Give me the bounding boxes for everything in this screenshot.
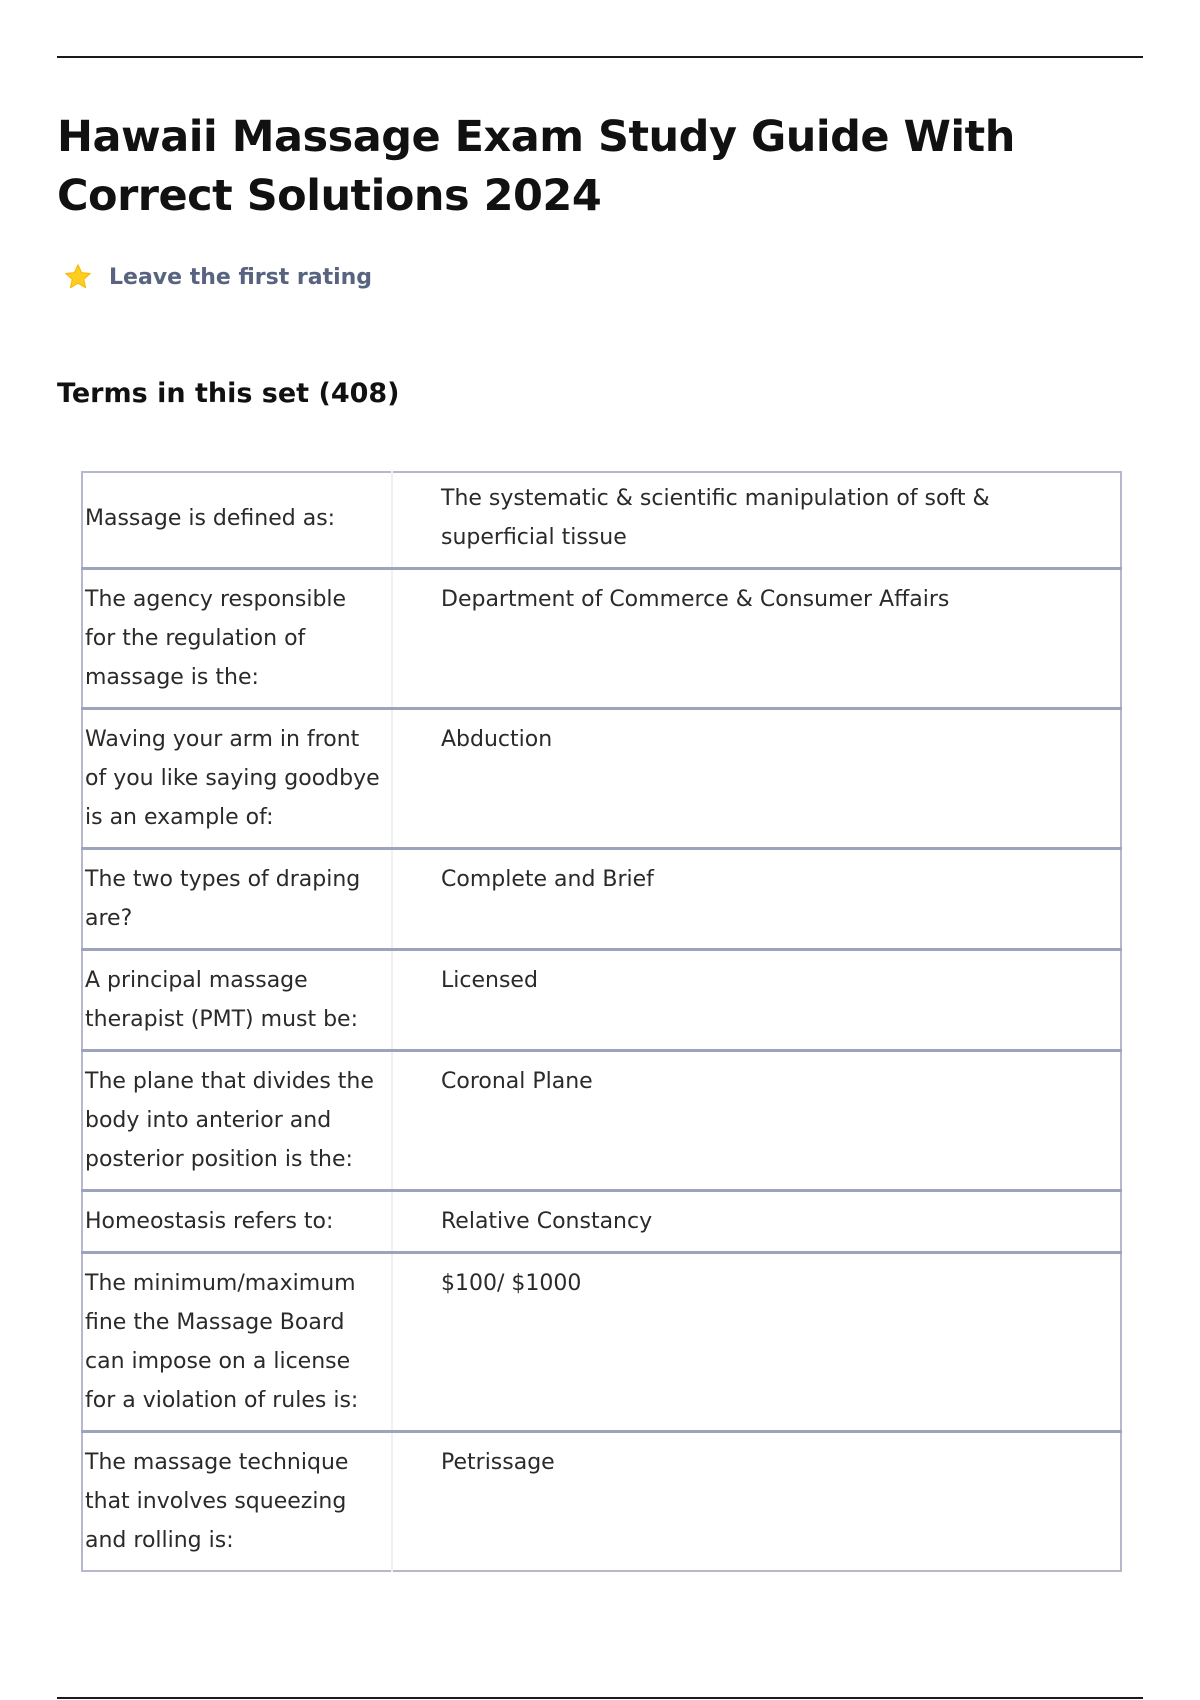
term-row: [82, 709, 1121, 849]
term-row: [82, 569, 1121, 709]
definition-text: Department of Commerce & Consumer Affairs: [392, 569, 1121, 709]
definition-text: Petrissage: [392, 1432, 1121, 1572]
term-text: Homeostasis refers to:: [82, 1191, 392, 1253]
bottom-divider: [57, 1697, 1143, 1699]
terms-table: [81, 471, 1122, 1572]
definition-text: The systematic & scientific manipulation of soft & superficial tissue: [392, 472, 1121, 569]
term-text: Massage is defined as:: [82, 472, 392, 569]
rating-prompt[interactable]: [63, 260, 372, 294]
definition-text: $100/ $1000: [392, 1253, 1121, 1432]
term-row: [82, 1432, 1121, 1572]
term-row: [82, 1051, 1121, 1191]
star-icon: [63, 262, 93, 292]
term-row: [82, 950, 1121, 1051]
page-title: Hawaii Massage Exam Study Guide With Correct Solutions 2024: [57, 112, 1015, 221]
definition-text: Relative Constancy: [392, 1191, 1121, 1253]
term-text: The minimum/maximum fine the Massage Board can impose on a license for a violation of rules is:: [82, 1253, 392, 1432]
definition-text: Licensed: [392, 950, 1121, 1051]
terms-count-heading: Terms in this set (408): [57, 378, 400, 409]
top-divider: [57, 56, 1143, 58]
term-text: A principal massage therapist (PMT) must be:: [82, 950, 392, 1051]
term-text: Waving your arm in front of you like saying goodbye is an example of:: [82, 709, 392, 849]
definition-text: Complete and Brief: [392, 849, 1121, 950]
term-text: The agency responsible for the regulation of massage is the:: [82, 569, 392, 709]
term-text: The massage technique that involves squeezing and rolling is:: [82, 1432, 392, 1572]
term-row: [82, 472, 1121, 569]
term-row: [82, 1191, 1121, 1253]
term-text: The two types of draping are?: [82, 849, 392, 950]
definition-text: Abduction: [392, 709, 1121, 849]
term-row: [82, 849, 1121, 950]
rating-label[interactable]: Leave the first rating: [109, 264, 373, 290]
definition-text: Coronal Plane: [392, 1051, 1121, 1191]
term-text: The plane that divides the body into anterior and posterior position is the:: [82, 1051, 392, 1191]
term-row: [82, 1253, 1121, 1432]
